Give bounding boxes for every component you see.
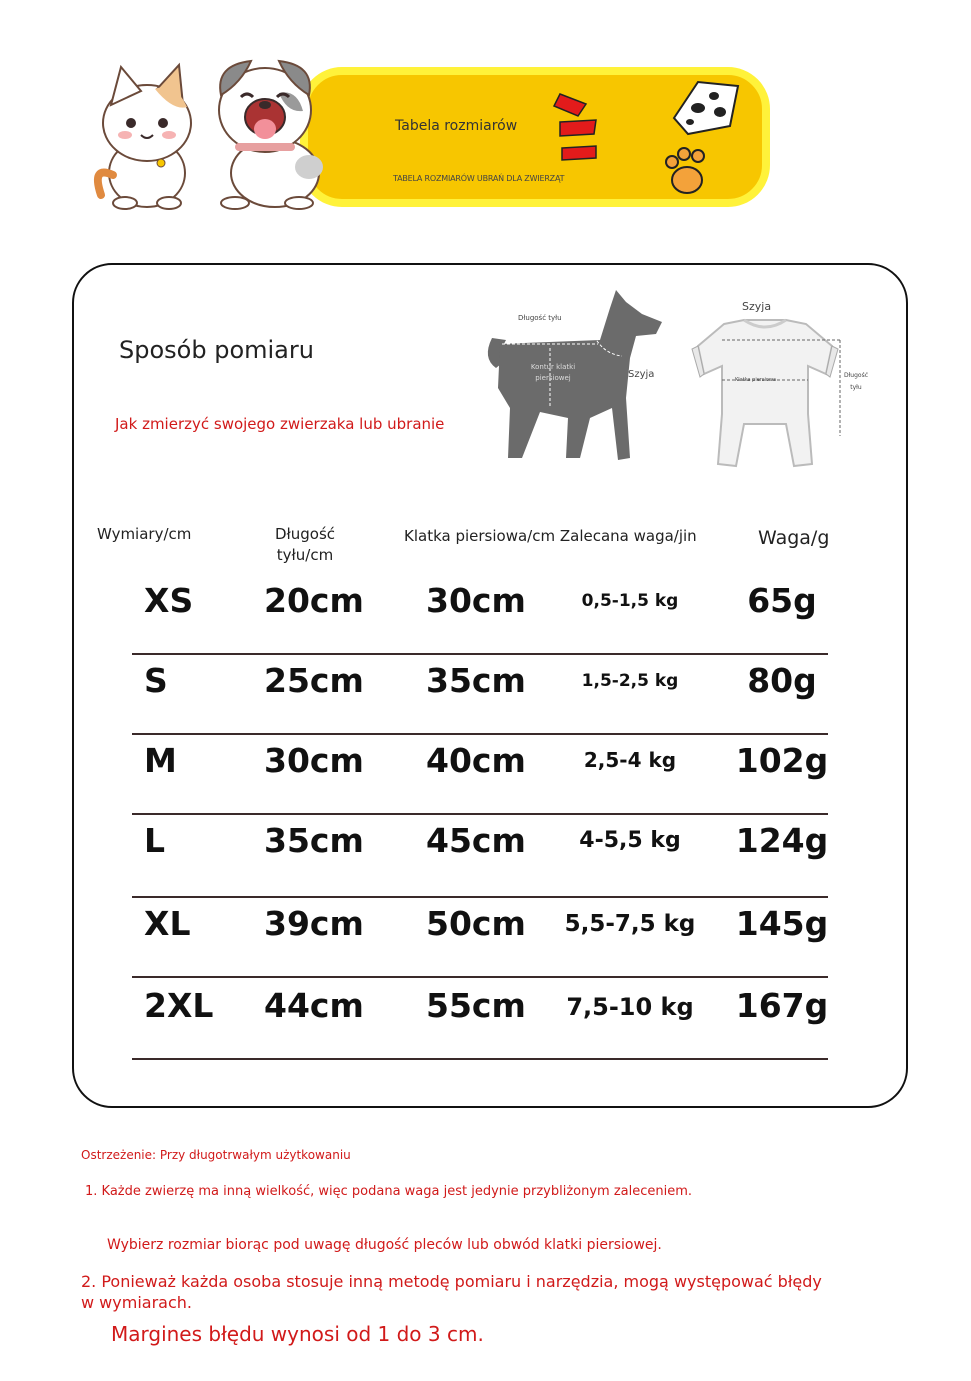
banner-title: Tabela rozmiarów (395, 118, 518, 134)
cell-pet-weight: 7,5-10 kg (566, 993, 694, 1021)
header-back-length: Długość tyłu/cm (274, 525, 336, 564)
cell-chest: 50cm (426, 904, 526, 943)
cell-size: S (144, 661, 168, 700)
cell-garment-weight: 80g (747, 661, 817, 700)
row-divider (132, 1058, 828, 1060)
cell-size: 2XL (144, 986, 214, 1025)
garment-neck-label: Szyja (742, 300, 772, 313)
cell-back-length: 25cm (264, 661, 364, 700)
cell-garment-weight: 167g (735, 986, 829, 1025)
cell-garment-weight: 102g (735, 741, 829, 780)
cell-size: XL (144, 904, 191, 943)
note-point-1: 1. Każde zwierzę ma inną wielkość, więc podana waga jest jedynie przybliżonym zaleceniem. (85, 1184, 693, 1199)
table-row (132, 575, 828, 655)
cell-back-length: 35cm (264, 821, 364, 860)
cell-back-length: 30cm (264, 741, 364, 780)
table-row (132, 898, 828, 978)
cell-back-length: 39cm (264, 904, 364, 943)
header-chest-and-weight: Klatka piersiowa/cm Zalecana waga/jin (404, 527, 697, 545)
cell-pet-weight: 2,5-4 kg (583, 748, 677, 772)
cat-and-dog-mascot-illustration (85, 55, 355, 215)
dog-back-length-label: Długość tyłu (518, 314, 562, 322)
cell-garment-weight: 145g (735, 904, 829, 943)
cell-pet-weight: 0,5-1,5 kg (581, 591, 679, 611)
note-point-2: 2. Ponieważ każda osoba stosuje inną metodę pomiaru i narzędzia, mogą występować błędy w wymiarach. (81, 1272, 822, 1312)
table-row (132, 980, 828, 1060)
cell-size: L (144, 821, 166, 860)
cell-size: M (144, 741, 177, 780)
cell-chest: 35cm (426, 661, 526, 700)
measurement-method-subtitle: Jak zmierzyć swojego zwierzaka lub ubranie (115, 415, 445, 433)
dog-neck-label: Szyja (628, 369, 655, 380)
header-size: Wymiary/cm (97, 525, 192, 543)
warning-heading: Ostrzeżenie: Przy długotrwałym użytkowaniu (81, 1148, 351, 1162)
note-point-1-continued: Wybierz rozmiar biorąc pod uwagę długość pleców lub obwód klatki piersiowej. (107, 1237, 662, 1253)
cell-garment-weight: 65g (747, 581, 817, 620)
row-divider (132, 976, 828, 978)
table-row (132, 655, 828, 735)
cell-chest: 55cm (426, 986, 526, 1025)
measurement-method-title: Sposób pomiaru (119, 336, 314, 364)
banner-subtitle: TABELA ROZMIARÓW UBRAŃ DLA ZWIERZĄT (393, 174, 565, 183)
cell-size: XS (144, 581, 194, 620)
cell-chest: 45cm (426, 821, 526, 860)
warning-marks-icon (552, 92, 602, 164)
dog-chest-label: Kontur klatki piersiowej (530, 363, 576, 382)
paw-prints-icon (668, 78, 748, 138)
cell-chest: 40cm (426, 741, 526, 780)
garment-back-length-label: Długość tyłu (843, 372, 869, 391)
header-garment-weight: Waga/g (758, 527, 830, 549)
cell-back-length: 44cm (264, 986, 364, 1025)
cell-chest: 30cm (426, 581, 526, 620)
cell-garment-weight: 124g (735, 821, 829, 860)
cell-back-length: 20cm (264, 581, 364, 620)
paw-icon (662, 146, 712, 198)
table-row (132, 815, 828, 898)
table-row (132, 735, 828, 815)
error-margin-note: Margines błędu wynosi od 1 do 3 cm. (111, 1322, 484, 1346)
cell-pet-weight: 4-5,5 kg (579, 828, 681, 853)
cell-pet-weight: 5,5-7,5 kg (564, 911, 696, 937)
cell-pet-weight: 1,5-2,5 kg (581, 671, 679, 691)
garment-chest-label: Klatka piersiowa (735, 377, 777, 383)
